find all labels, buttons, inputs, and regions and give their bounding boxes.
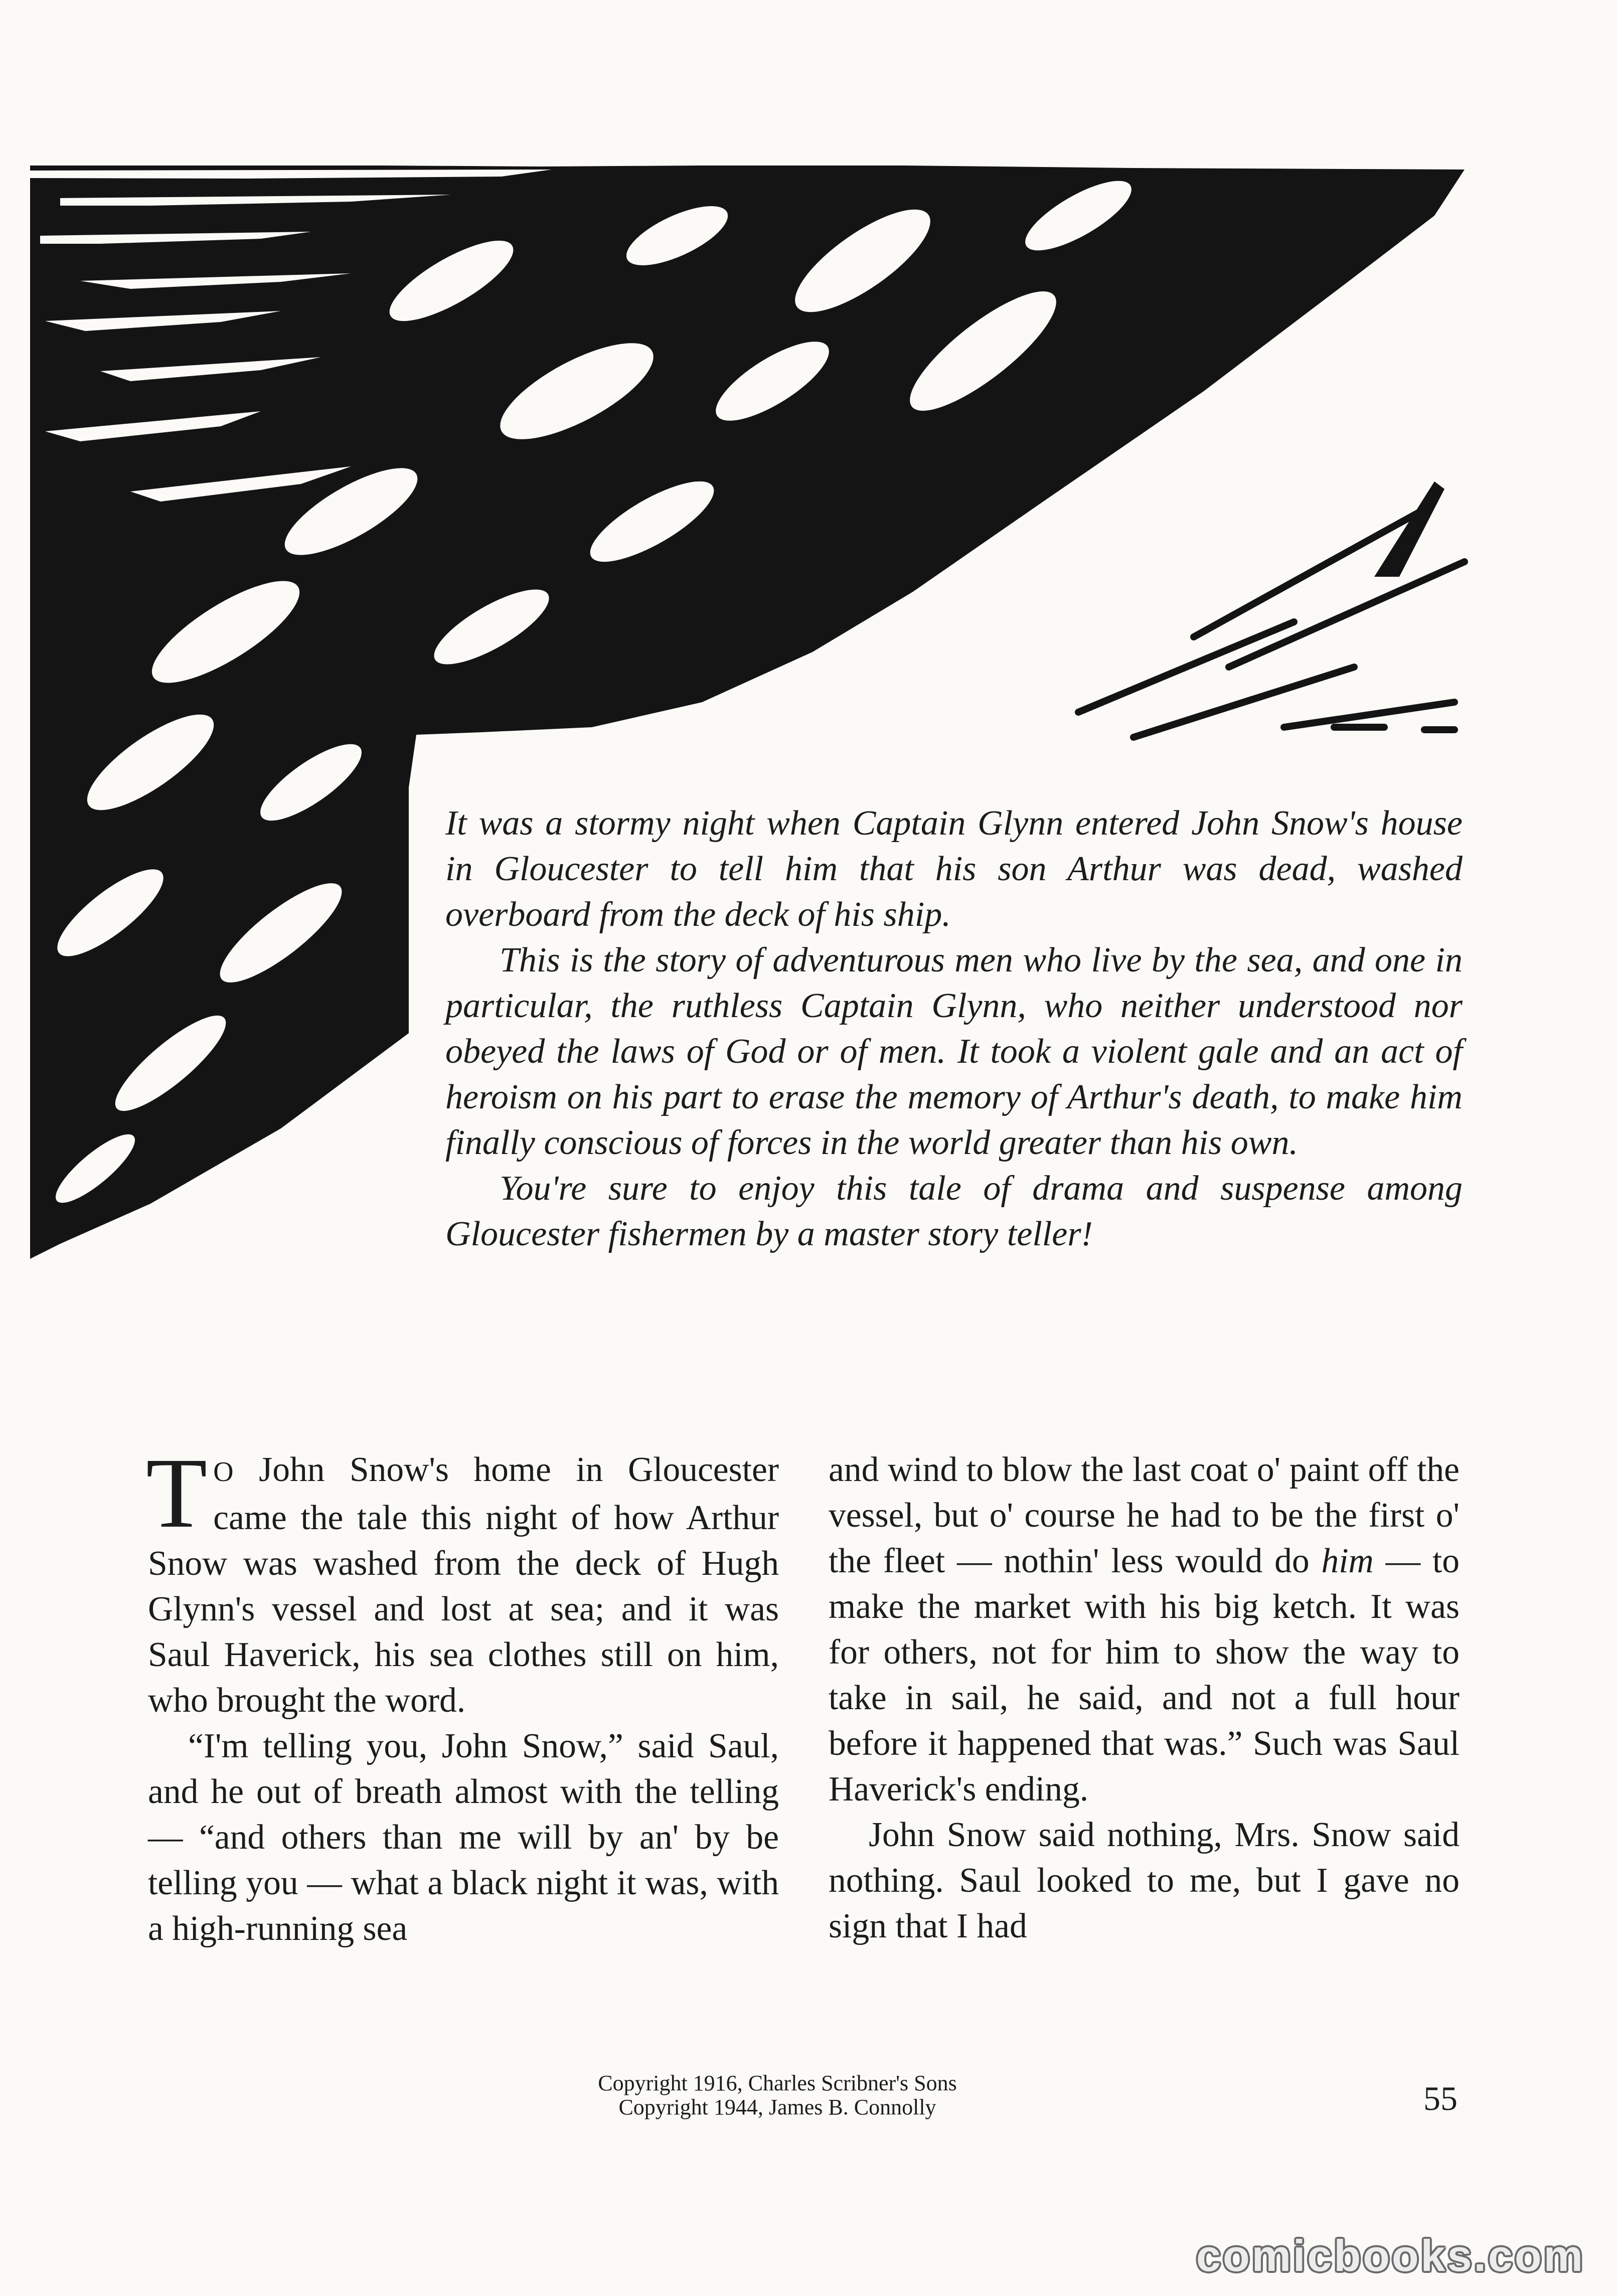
copyright-line: Copyright 1944, James B. Connolly [618, 2095, 936, 2119]
story-column-right [829, 1447, 1460, 1949]
intro-paragraph: It was a stormy night when Captain Glynn entered John Snow's house in Gloucester to tell him that his son Arthur was dead, washed overboard from the deck of his ship. [445, 804, 1463, 934]
small-cap: O [213, 1456, 234, 1488]
copyright-line: Copyright 1916, Charles Scribner's Sons [598, 2071, 957, 2095]
emphasis: him [1321, 1542, 1374, 1580]
site-watermark: comicbooks.com [1196, 2231, 1585, 2280]
story-paragraph: “I'm telling you, John Snow,” said Saul, and he out of breath almost with the telling — “and others than me will by an' by be telling you — what a black night it was, with a high-running sea [148, 1727, 779, 1948]
story-paragraph [829, 1447, 1460, 1812]
intro-paragraph: You're sure to enjoy this tale of drama and suspense among Gloucester fishermen by a master story teller! [445, 1169, 1463, 1253]
story-text: — to make the market with his big ketch. It was for others, not for him to show the way to take in sail, he said, and not a full hour before it happened that was.” Such was Saul Haverick's ending. [829, 1542, 1460, 1809]
story-paragraph: John Snow said nothing, Mrs. Snow said nothing. Saul looked to me, but I gave no sign that I had [829, 1816, 1460, 1945]
story-text: and wind to blow the last coat o' paint off the vessel, but o' course he had to be the first o' the fleet — nothin' less would do [829, 1450, 1460, 1580]
copyright-notice [502, 2071, 1053, 2119]
drop-cap: T [146, 1438, 208, 1549]
story-intro [445, 800, 1463, 1257]
story-paragraph [146, 1438, 779, 1723]
story-text: John Snow's home in Gloucester came the tale this night of how Arthur Snow was washed from the deck of Hugh Glynn's vessel and lost at sea; and it was Saul Haverick, his sea clothes still on him, who brought the word. [148, 1450, 779, 1720]
page-number: 55 [1423, 2079, 1458, 2117]
intro-paragraph: This is the story of adventurous men who live by the sea, and one in particular, the ruthless Captain Glynn, who neither understood nor obeyed the laws of God or of men. It took a violent gale and an act of heroism on his part to erase the memory of Arthur's death, to make him finally conscious of forces in the world greater than his own. [445, 941, 1463, 1162]
story-column-left [146, 1438, 779, 1951]
